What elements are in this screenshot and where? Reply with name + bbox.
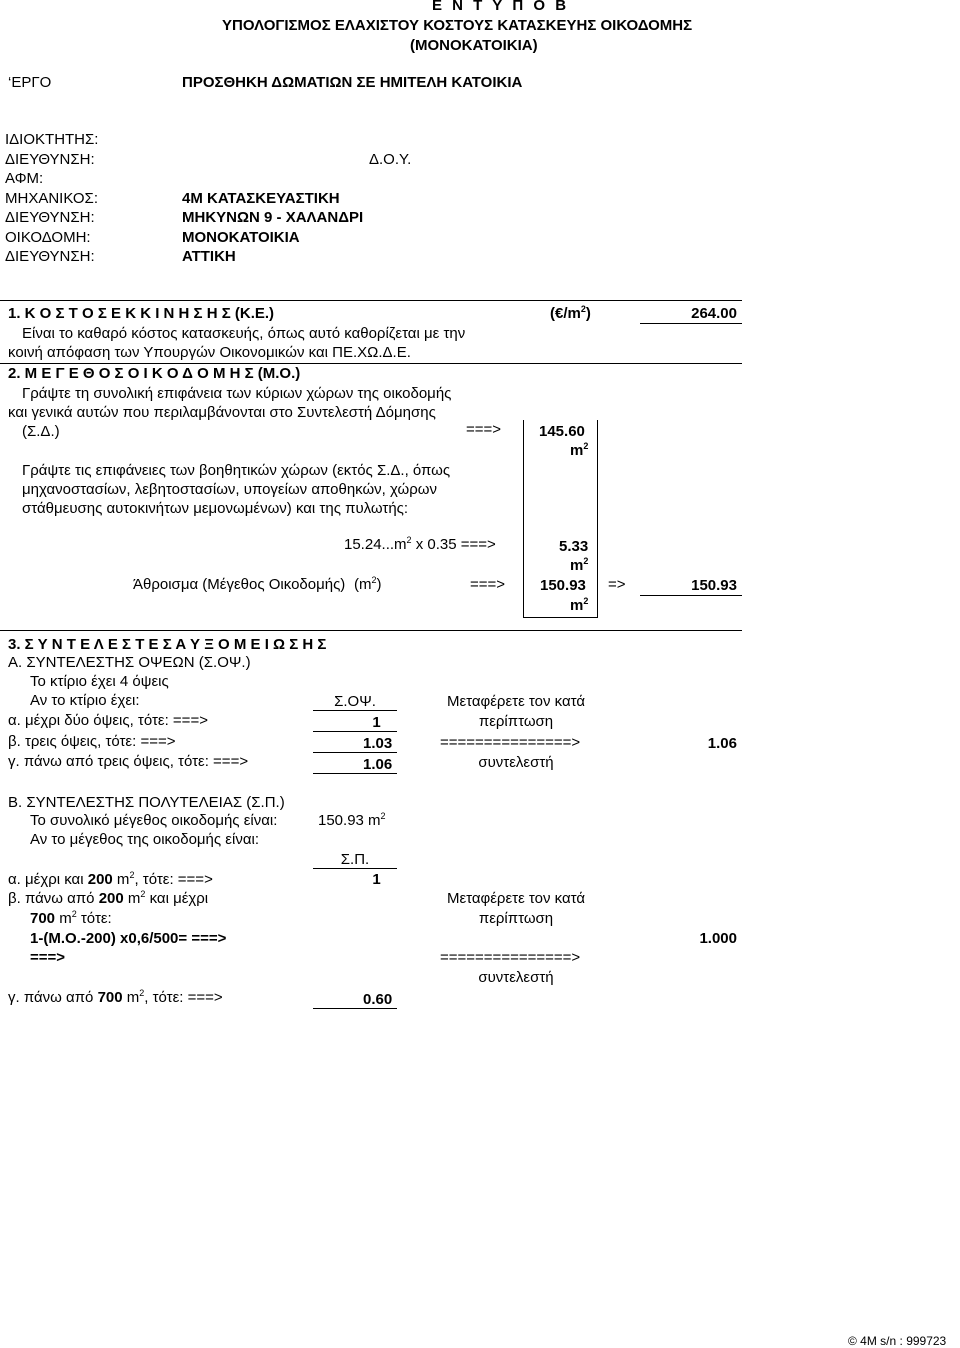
views-option: β. τρεις όψεις, τότε: ===>	[8, 733, 176, 750]
luxury-coefficient-result: 1.000	[699, 930, 737, 947]
views-option-value: 1	[372, 714, 381, 731]
transfer-note: συντελεστή	[478, 969, 554, 986]
divider	[640, 323, 742, 324]
copyright: © 4M s/n : 999723	[848, 1334, 947, 1348]
main-area-value: 145.60	[539, 423, 585, 440]
views-coefficient-result: 1.06	[707, 735, 737, 752]
engineer-address-label: ΔΙΕΥΘΥΝΣΗ:	[5, 209, 95, 226]
project-label: ‘ΕΡΓΟ	[8, 74, 52, 91]
aux-area-desc: Γράψτε τις επιφάνειες των βοηθητικών χώρων (εκτός Σ.Δ., όπως	[22, 462, 451, 479]
building-address-value: ΑΤΤΙΚΗ	[182, 248, 236, 265]
luxury-title: Β. ΣΥΝΤΕΛΕΣΤΗΣ ΠΟΛΥΤΕΛΕΙΑΣ (Σ.Π.)	[8, 794, 285, 811]
luxury-option: 700 $m^2$ τότε:	[30, 909, 112, 927]
luxury-option-value: 1	[372, 871, 381, 888]
divider	[0, 630, 742, 631]
building-address-label: ΔΙΕΥΘΥΝΣΗ:	[5, 248, 95, 265]
arrow: ===>	[466, 421, 502, 438]
arrow: ===>	[30, 949, 66, 966]
views-option: α. μέχρι δύο όψεις, τότε: ===>	[8, 712, 208, 729]
transfer-note: Μεταφέρετε τον κατά	[446, 890, 586, 907]
luxury-option: β. πάνω από 200 $m^2$ και μέχρι	[8, 889, 209, 907]
construction-cost-value: 264.00	[691, 305, 737, 322]
value-cell-border	[313, 752, 397, 753]
value-cell-border	[313, 1008, 397, 1009]
views-option: γ. πάνω από τρεις όψεις, τότε: ===>	[8, 753, 249, 770]
project-value: ΠΡΟΣΘΗΚΗ ΔΩΜΑΤΙΩΝ ΣΕ ΗΜΙΤΕΛΗ ΚΑΤΟΙΚΙΑ	[182, 74, 523, 91]
luxury-intro: Αν το μέγεθος της οικοδομής είναι:	[30, 831, 259, 848]
unit-label: $m^2$	[570, 556, 589, 574]
luxury-size-line: Το συνολικό μέγεθος οικοδομής είναι:	[30, 812, 278, 829]
section1-desc: κοινή απόφαση των Υπουργών Οικονομικών και ΠΕ.ΧΩ.Δ.Ε.	[8, 344, 411, 361]
luxury-size-value: 150.93 $m^2$	[318, 811, 386, 829]
views-title: Α. ΣΥΝΤΕΛΕΣΤΗΣ ΟΨΕΩΝ (Σ.ΟΨ.)	[8, 654, 251, 671]
value-cell-border	[313, 731, 397, 732]
aux-area-desc: στάθμευσης αυτοκινήτων μεμονωμένων) και της πυλωτής:	[22, 500, 409, 517]
tax-office-label: Δ.Ο.Υ.	[369, 151, 412, 168]
arrow: ===>	[470, 576, 506, 593]
main-area-desc: (Σ.Δ.)	[22, 423, 60, 440]
section1-title: 1. Κ Ο Σ Τ Ο Σ Ε Κ Κ Ι Ν Η Σ Η Σ (Κ.Ε.)	[8, 305, 275, 322]
views-intro: Αν το κτίριο έχει:	[30, 692, 140, 709]
building-label: ΟΙΚΟΔΟΜΗ:	[5, 229, 91, 246]
value-cell-border	[313, 773, 397, 774]
views-option-value: 1.06	[363, 756, 393, 773]
engineer-address-value: ΜΗΚΥΝΩΝ 9 - ΧΑΛΑΝΔΡΙ	[182, 209, 364, 226]
views-option-value: 1.03	[363, 735, 393, 752]
luxury-option: γ. πάνω από 700 $m^2$, τότε: ===>	[8, 988, 223, 1006]
divider	[640, 595, 742, 596]
views-count: Το κτίριο έχει 4 όψεις	[30, 673, 169, 690]
transfer-note: περίπτωση	[478, 910, 554, 927]
form-title: Ε Ν Τ Υ Π Ο Β	[432, 0, 570, 14]
transfer-arrow: ===============>	[440, 734, 581, 751]
form-subtitle: ΥΠΟΛΟΓΙΣΜΟΣ ΕΛΑΧΙΣΤΟΥ ΚΟΣΤΟΥΣ ΚΑΤΑΣΚΕΥΗΣ ΟΙΚΟΔΟΜΗΣ	[222, 17, 693, 34]
building-size-total: 150.93	[691, 577, 737, 594]
luxury-col-header: Σ.Π.	[340, 851, 370, 868]
aux-area-value: 5.33	[559, 538, 589, 555]
section1-unit: $(€/m^2)$	[550, 304, 591, 322]
unit-label: $m^2$	[570, 596, 589, 614]
divider	[0, 363, 742, 364]
luxury-formula: 1-(Μ.Ο.-200) x0,6/500= ===>	[30, 930, 227, 947]
area-box-border	[597, 420, 598, 618]
transfer-note: περίπτωση	[478, 713, 554, 730]
address-label: ΔΙΕΥΘΥΝΣΗ:	[5, 151, 95, 168]
size-sum-unit: $(m^2)$	[354, 575, 382, 593]
area-box-border	[523, 420, 524, 618]
section3-title: 3. Σ Υ Ν Τ Ε Λ Ε Σ Τ Ε Σ Α Υ Ξ Ο Μ Ε Ι Ω Σ Η Σ	[8, 636, 327, 653]
arrow: =>	[608, 576, 626, 593]
section1-desc: Είναι το καθαρό κόστος κατασκευής, όπως αυτό καθορίζεται με την	[22, 325, 466, 342]
transfer-arrow: ===============>	[440, 949, 581, 966]
section2-title: 2. Μ Ε Γ Ε Θ Ο Σ Ο Ι Κ Ο Δ Ο Μ Η Σ (Μ.Ο.)	[8, 365, 301, 382]
aux-calculation: $15.24...m^2$ x 0.35 ===>	[344, 535, 496, 553]
size-sum-value: 150.93	[540, 577, 586, 594]
size-sum-label: Άθροισμα (Μέγεθος Οικοδομής)	[133, 576, 346, 593]
unit-label: $m^2$	[570, 441, 589, 459]
luxury-option-value: 0.60	[363, 991, 393, 1008]
building-value: ΜΟΝΟΚΑΤΟΙΚΙΑ	[182, 229, 300, 246]
main-area-desc: Γράψτε τη συνολική επιφάνεια των κύριων χώρων της οικοδομής	[22, 385, 452, 402]
aux-area-desc: μηχανοστασίων, λεβητοστασίων, υπογείων αποθηκών, χώρων	[22, 481, 437, 498]
form-type: (ΜΟΝΟΚΑΤΟΙΚΙΑ)	[410, 37, 538, 54]
transfer-note: Μεταφέρετε τον κατά	[446, 693, 586, 710]
transfer-note: συντελεστή	[478, 754, 554, 771]
engineer-label: ΜΗΧΑΝΙΚΟΣ:	[5, 190, 98, 207]
value-cell-border	[313, 868, 397, 869]
main-area-desc: και γενικά αυτών που περιλαμβάνονται στο Συντελεστή Δόμησης	[8, 404, 436, 421]
engineer-value: 4Μ ΚΑΤΑΣΚΕΥΑΣΤΙΚΗ	[182, 190, 340, 207]
afm-label: ΑΦΜ:	[5, 170, 44, 187]
luxury-option: α. μέχρι και 200 $m^2$, τότε: ===>	[8, 870, 213, 888]
value-cell-border	[313, 710, 397, 711]
divider	[0, 300, 742, 301]
owner-label: ΙΔΙΟΚΤΗΤΗΣ:	[5, 131, 99, 148]
area-box-border	[523, 617, 598, 618]
views-col-header: Σ.ΟΨ.	[334, 693, 376, 710]
